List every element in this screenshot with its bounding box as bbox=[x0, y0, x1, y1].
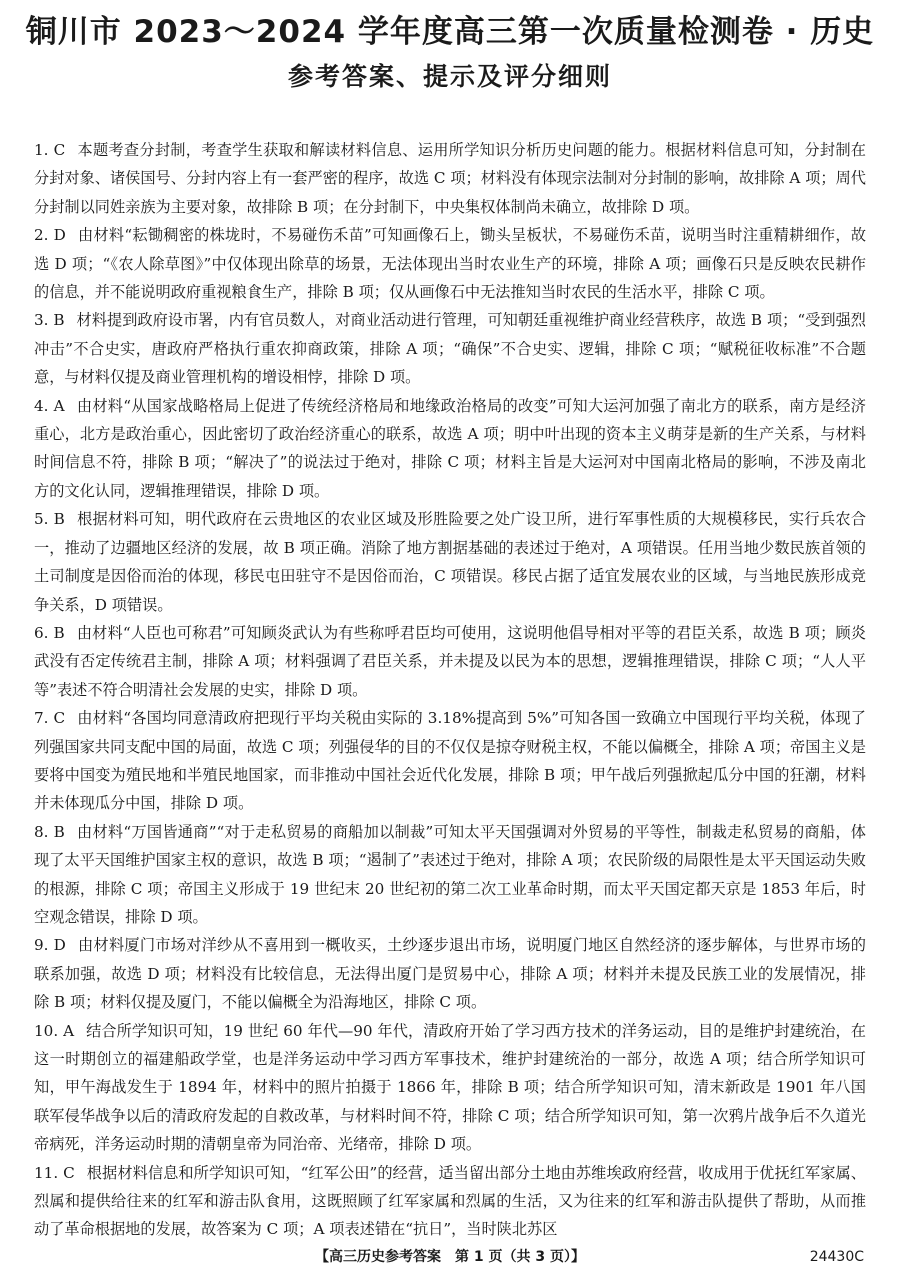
answer-text: 根据材料可知，明代政府在云贵地区的农业区域及形胜险要之处广设卫所，进行军事性质的大规模移民，实行兵农合一，推动了边疆地区经济的发展，故 B 项正确。消除了地方割据基础的表述过于绝对，A 项错误。任用当地少数民族首领的土司制度是因俗而治的体现，移民屯田驻守不是因俗而治，C 项错误。移民占据了适宜发展农业的区域，与当地民族形成竞争关系，D 项错误。 bbox=[34, 510, 866, 614]
answer-text: 由材料“各国均同意清政府把现行平均关税由实际的 3.18%提高到 5%”可知各国一致确立中国现行平均关税，体现了列强国家共同支配中国的局面，故选 C 项；列强侵华的目的不仅仅是掠夺财税主权，不能以偏概全，排除 A 项；帝国主义是要将中国变为殖民地和半殖民地国家，而非推动中国社会近代化发展，排除 B 项；甲午战后列强掀起瓜分中国的狂潮，材料并未体现瓜分中国，排除 D 项。 bbox=[34, 709, 866, 813]
answer-number: 4. A bbox=[34, 396, 65, 415]
answer-text: 由材料“人臣也可称君”可知顾炎武认为有些称呼君臣均可使用，这说明他倡导相对平等的君臣关系，故选 B 项；顾炎武没有否定传统君主制，排除 A 项；材料强调了君臣关系，并未提及以民为本的思想，逻辑推理错误，排除 C 项；“人人平等”表述不符合明清社会发展的史实，排除 D 项。 bbox=[34, 623, 866, 699]
page-footer bbox=[0, 1244, 900, 1270]
answer-item-6 bbox=[34, 619, 866, 704]
answer-number: 2. D bbox=[34, 226, 66, 245]
answer-number: 11. C bbox=[34, 1163, 75, 1182]
answer-list bbox=[34, 136, 866, 1246]
page-title: 铜川市 2023～2024 学年度高三第一次质量检测卷 · 历史 bbox=[25, 14, 875, 50]
answer-text: 材料提到政府设市署，内有官员数人，对商业活动进行管理，可知朝廷重视维护商业经营秩序，故选 B 项；“受到强烈冲击”不合史实，唐政府严格执行重农抑商政策，排除 A 项；“确保”不合史实、逻辑，排除 C 项；“赋税征收标准”不合题意，与材料仅提及商业管理机构的增设相悖，排除 D 项。 bbox=[34, 311, 866, 387]
answer-text: 由材料“耘锄稠密的株垅时，不易碰伤禾苗”可知画像石上，锄头呈板状，不易碰伤禾苗，说明当时注重精耕细作，故选 D 项；“《农人除草图》”中仅体现出除草的场景，无法体现出当时农业生产的环境，排除 A 项；画像石只是反映农民耕作的信息，并不能说明政府重视粮食生产，排除 B 项；仅从画像石中无法推知当时农民的生活水平，排除 C 项。 bbox=[34, 226, 866, 302]
answer-item-11 bbox=[34, 1159, 866, 1244]
answer-item-8 bbox=[34, 818, 866, 932]
answer-number: 1. C bbox=[34, 141, 66, 159]
answer-text: 结合所学知识可知，19 世纪 60 年代—90 年代，清政府开始了学习西方技术的洋务运动，目的是维护封建统治，在这一时期创立的福建船政学堂，也是洋务运动中学习西方军事技术，维护封建统治的一部分，故选 A 项；结合所学知识可知，甲午海战发生于 1894 年，材料中的照片拍摄于 1866 年，排除 B 项；结合所学知识可知，清末新政是 1901 年八国联军侵华战争以后的清政府发起的自救改革，与材料时间不符，排除 C 项；结合所学知识可知，第一次鸦片战争后不久道光帝病死，洋务运动时期的清朝皇帝为同治帝、光绪帝，排除 D 项。 bbox=[34, 1021, 866, 1154]
answer-item-5 bbox=[34, 505, 866, 619]
answer-text: 根据材料信息和所学知识可知，“红军公田”的经营，适当留出部分土地由苏维埃政府经营，收成用于优抚红军家属、烈属和提供给往来的红军和游击队食用，这既照顾了红军家属和烈属的生活，又为往来的红军和游击队提供了帮助，从而推动了革命根据地的发展，故答案为 C 项；A 项表述错在“抗日”，当时陕北苏区 bbox=[34, 1163, 866, 1239]
answer-text: 由材料“从国家战略格局上促进了传统经济格局和地缘政治格局的改变”可知大运河加强了南北方的联系，南方是经济重心，北方是政治重心，因此密切了政治经济重心的联系，故选 A 项；明中叶出现的资本主义萌芽是新的生产关系，与材料时间信息不符，排除 B 项；“解决了”的说法过于绝对，排除 C 项；材料主旨是大运河对中国南北格局的影响，不涉及南北方的文化认同，逻辑推理错误，排除 D 项。 bbox=[34, 396, 866, 500]
answer-number: 8. B bbox=[34, 822, 65, 841]
answer-item-2 bbox=[34, 221, 866, 306]
answer-number: 6. B bbox=[34, 623, 65, 642]
answer-item-9 bbox=[34, 931, 866, 1016]
answer-number: 10. A bbox=[34, 1021, 75, 1040]
answer-item-3 bbox=[34, 306, 866, 391]
footer-page-info: 【高三历史参考答案 第 1 页（共 3 页）】 bbox=[315, 1249, 585, 1265]
footer-code: 24430C bbox=[809, 1249, 864, 1265]
answer-number: 5. B bbox=[34, 510, 65, 529]
answer-number: 3. B bbox=[34, 311, 65, 330]
answer-number: 9. D bbox=[34, 936, 66, 955]
answer-text: 由材料厦门市场对洋纱从不喜用到一概收买，土纱逐步退出市场，说明厦门地区自然经济的逐步解体，与世界市场的联系加强，故选 D 项；材料没有比较信息，无法得出厦门是贸易中心，排除 A 项；材料并未提及民族工业的发展情况，排除 B 项；材料仅提及厦门，不能以偏概全为沿海地区，排除 C 项。 bbox=[34, 936, 866, 1012]
answer-text: 本题考查分封制，考查学生获取和解读材料信息、运用所学知识分析历史问题的能力。根据材料信息可知，分封制在分封对象、诸侯国号、分封内容上有一套严密的程序，故选 C 项；材料没有体现宗法制对分封制的影响，故排除 A 项；周代分封制以同姓亲族为主要对象，故排除 B 项；在分封制下，中央集权体制尚未确立，故排除 D 项。 bbox=[34, 141, 866, 216]
answer-item-4 bbox=[34, 392, 866, 506]
answer-item-10 bbox=[34, 1017, 866, 1159]
answer-text: 由材料“万国皆通商”“对于走私贸易的商船加以制裁”可知太平天国强调对外贸易的平等性，制裁走私贸易的商船，体现了太平天国维护国家主权的意识，故选 B 项；“遏制了”表述过于绝对，排除 A 项；农民阶级的局限性是太平天国运动失败的根源，排除 C 项；帝国主义形成于 19 世纪末 20 世纪初的第二次工业革命时期，而太平天国定都天京是 1853 年后，时空观念错误，排除 D 项。 bbox=[34, 822, 866, 926]
page-subtitle: 参考答案、提示及评分细则 bbox=[287, 62, 612, 91]
answer-number: 7. C bbox=[34, 709, 66, 728]
answer-item-1 bbox=[34, 136, 866, 221]
answer-item-7 bbox=[34, 704, 866, 818]
